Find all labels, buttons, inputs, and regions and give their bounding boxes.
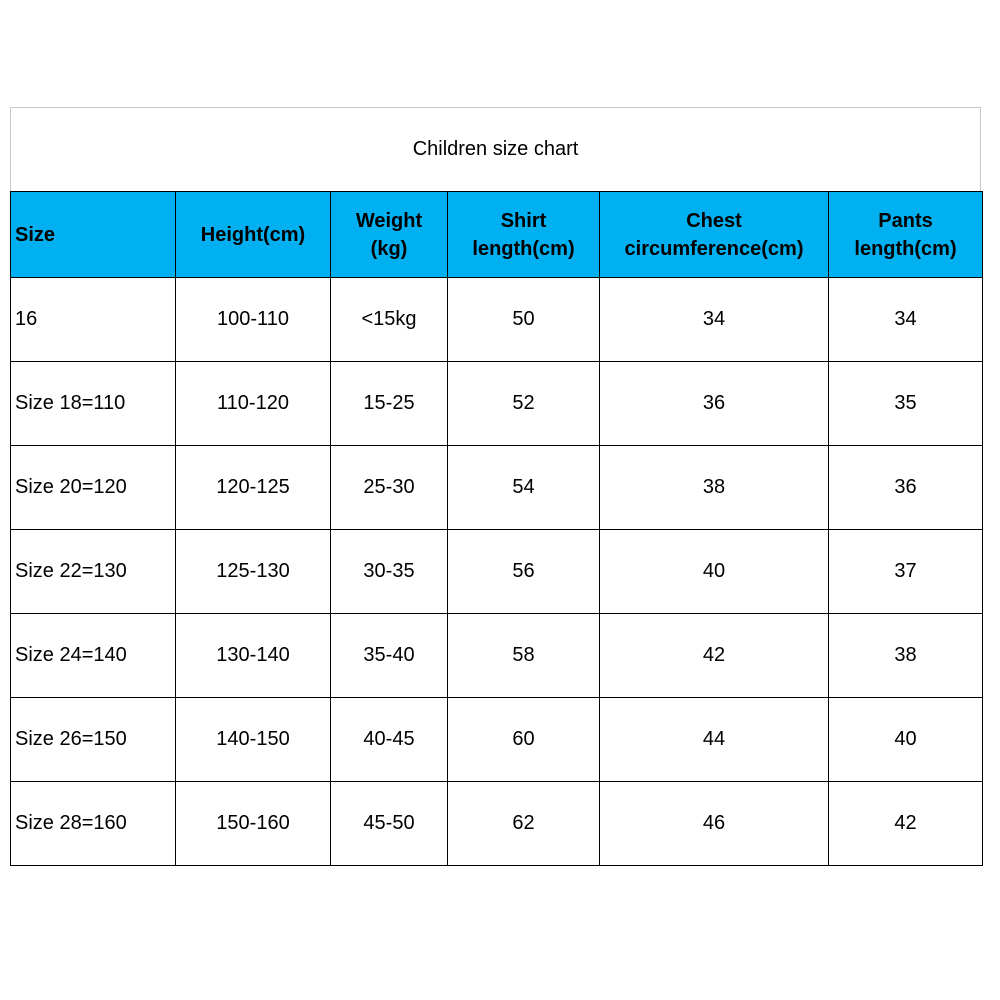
cell-height: 120-125: [176, 446, 331, 530]
table-row: [11, 698, 983, 782]
header-weight-line2: (kg): [370, 237, 408, 260]
header-weight: [331, 192, 448, 278]
header-size: [11, 192, 176, 278]
header-height-label: Height(cm): [200, 223, 306, 246]
header-pants-line2: length(cm): [854, 237, 957, 260]
header-chest-line2: circumference(cm): [624, 237, 804, 260]
cell-pants-length: 34: [829, 278, 983, 362]
cell-weight: 15-25: [331, 362, 448, 446]
cell-size: 16: [11, 278, 176, 362]
cell-height: 150-160: [176, 782, 331, 866]
chart-title: Children size chart: [10, 107, 981, 191]
cell-size: Size 24=140: [11, 614, 176, 698]
table-row: [11, 362, 983, 446]
cell-shirt-length: 52: [448, 362, 600, 446]
cell-shirt-length: 54: [448, 446, 600, 530]
header-height: [176, 192, 331, 278]
cell-shirt-length: 62: [448, 782, 600, 866]
header-pants-length: [829, 192, 983, 278]
cell-weight: 25-30: [331, 446, 448, 530]
cell-shirt-length: 50: [448, 278, 600, 362]
header-size-label: Size: [15, 223, 56, 246]
cell-height: 100-110: [176, 278, 331, 362]
cell-size: Size 28=160: [11, 782, 176, 866]
cell-height: 130-140: [176, 614, 331, 698]
cell-weight: 35-40: [331, 614, 448, 698]
table-row: [11, 614, 983, 698]
cell-weight: 40-45: [331, 698, 448, 782]
header-weight-line1: Weight: [355, 209, 423, 232]
header-shirt-line1: Shirt: [500, 209, 547, 232]
cell-pants-length: 42: [829, 782, 983, 866]
table-row: [11, 278, 983, 362]
cell-size: Size 26=150: [11, 698, 176, 782]
cell-weight: 45-50: [331, 782, 448, 866]
cell-size: Size 20=120: [11, 446, 176, 530]
cell-shirt-length: 58: [448, 614, 600, 698]
cell-chest: 36: [600, 362, 829, 446]
cell-height: 110-120: [176, 362, 331, 446]
header-shirt-length: [448, 192, 600, 278]
header-chest: [600, 192, 829, 278]
header-pants-line1: Pants: [878, 209, 933, 232]
cell-shirt-length: 60: [448, 698, 600, 782]
cell-pants-length: 38: [829, 614, 983, 698]
table-row: [11, 782, 983, 866]
cell-weight: <15kg: [331, 278, 448, 362]
table-row: [11, 530, 983, 614]
cell-chest: 38: [600, 446, 829, 530]
cell-pants-length: 40: [829, 698, 983, 782]
cell-size: Size 22=130: [11, 530, 176, 614]
size-table: [10, 191, 983, 866]
header-row: [11, 192, 983, 278]
cell-chest: 42: [600, 614, 829, 698]
header-chest-line1: Chest: [686, 209, 742, 232]
cell-pants-length: 36: [829, 446, 983, 530]
cell-chest: 34: [600, 278, 829, 362]
header-shirt-line2: length(cm): [472, 237, 575, 260]
cell-pants-length: 37: [829, 530, 983, 614]
cell-shirt-length: 56: [448, 530, 600, 614]
cell-height: 125-130: [176, 530, 331, 614]
cell-chest: 40: [600, 530, 829, 614]
cell-weight: 30-35: [331, 530, 448, 614]
table-row: [11, 446, 983, 530]
cell-height: 140-150: [176, 698, 331, 782]
cell-chest: 46: [600, 782, 829, 866]
cell-chest: 44: [600, 698, 829, 782]
cell-size: Size 18=110: [11, 362, 176, 446]
cell-pants-length: 35: [829, 362, 983, 446]
